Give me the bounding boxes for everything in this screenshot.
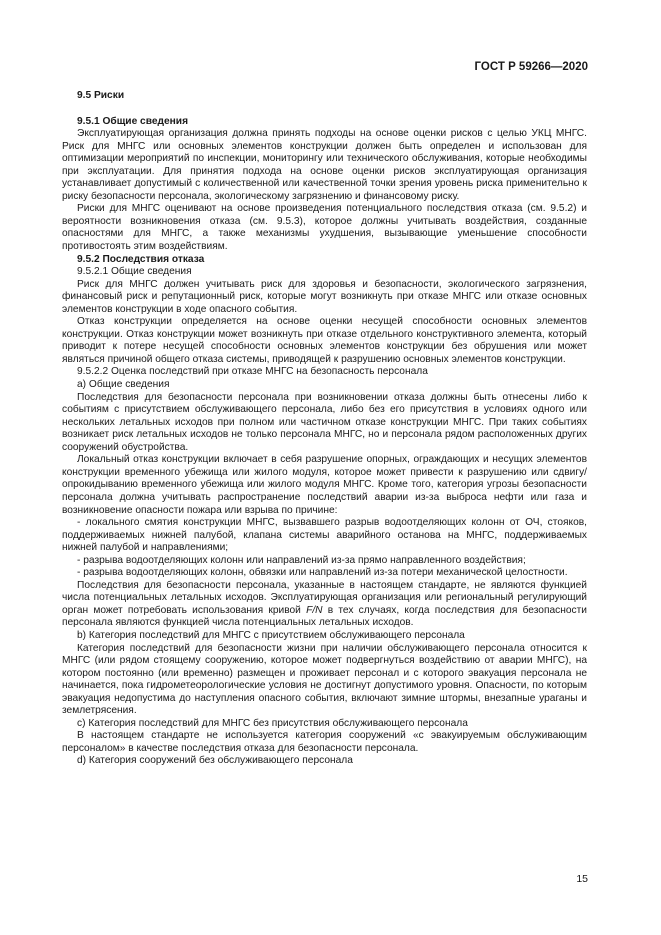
page-number: 15	[576, 873, 588, 885]
paragraph: Локальный отказ конструкции включает в себя разрушение опорных, ограждающих и несущих элементов конструкции временного убежища или жилого модуля, которое может привести к разрушению или сдвигу/опрокидыванию временного убежища или жилого модуля МНГС. Кроме того, категория угрозы безопасности персонала должна учитывать распространение последствий аварии из-за выброса нефти или газа и возникновение опасности пожара или взрыва по причине:	[62, 454, 587, 516]
list-heading-c: c) Категория последствий для МНГС без присутствия обслуживающего персонала	[77, 717, 468, 729]
subsection-heading-9-5-2-1: 9.5.2.1 Общие сведения	[77, 266, 192, 278]
paragraph: Риск для МНГС должен учитывать риск для здоровья и безопасности, экологического загрязнения, финансовый риск и репутационный риск, которые могут возникнуть при отказе МНГС или отказе основных элементов конструкции в ходе опасного события.	[62, 278, 587, 315]
list-heading-a: а) Общие сведения	[77, 379, 170, 391]
paragraph: Последствия для безопасности персонала при возникновении отказа должны быть отнесены либо к событиям с присутствием обслуживающего персонала, либо без его присутствия в условиях одного или нескольких летальных исходов при полном или частичном отказе конструкции МНГС. При таких событиях возникает риск летальных исходов не только персонала МНГС, но и персонала рядом расположенных других сооружений обустройства.	[62, 391, 587, 453]
paragraph: В настоящем стандарте не используется категория сооружений «с эвакуируемым обслуживающим персоналом» в качестве последствия отказа для безопасности персонала.	[62, 730, 587, 754]
bullet-item: - разрыва водоотделяющих колонн, обвязки или направлений из-за потери механической целостности.	[77, 567, 568, 579]
paragraph	[62, 580, 587, 630]
section-heading-9-5-2: 9.5.2 Последствия отказа	[77, 253, 205, 265]
page-content	[62, 90, 587, 768]
section-heading-9-5: 9.5 Риски	[77, 90, 125, 101]
paragraph: Эксплуатирующая организация должна принять подходы на основе оценки рисков с целью УКЦ МНГС. Риск для МНГС или основных элементов конструкции должен быть определен и использован для оптимизации мероприятий по инспекции, мониторингу или технического обслуживания, которые необходимы при эксплуатации. Для принятия подхода на основе оценки рисков эксплуатирующая организация устанавливает допустимый с количественной или качественной точки зрения уровень риска применительно к риску безопасности персонала, экологическому загрязнению и финансовому риску.	[62, 128, 587, 202]
bullet-item: - локального смятия конструкции МНГС, вызвавшего разрыв водоотделяющих колонн от ОЧ, стояков, поддерживаемых нижней палубой, клапана системы аварийного останова на МНГС, поддерживаемых нижней палубой и направлениями;	[62, 517, 587, 554]
paragraph-part: Последствия для безопасности персонала, указанные в настоящем стандарте, не являются функцией числа потенциальных летальных исходов. Эксплуатирующая организация или региональный регулирующий орган может потребовать использования кривой	[62, 579, 587, 616]
paragraph: Отказ конструкции определяется на основе оценки несущей способности основных элементов конструкции. Отказ конструкции может возникнуть при отказе отдельного конструктивного элемента, который приводит к потере несущей способности основных элементов конструкции без обрушения или может являться причиной общего отказа системы, приводящей к разрушению основных элементов конструкции.	[62, 316, 587, 365]
paragraph: Категория последствий для безопасности жизни при наличии обслуживающего персонала относится к МНГС (или рядом стоящему сооружению, которое может подвергнуться воздействию от аварии МНГС), на котором постоянно (или временно) размещен и проживает персонал и с которого эвакуация персонала не начинается, пока гидрометеорологические условия не достигнут допустимого уровня. Опасности, по которым эвакуация недопустима до наступления опасного события, включают зимние штормы, внезапные ураганы и землетрясения.	[62, 642, 587, 717]
subsection-heading-9-5-2-2: 9.5.2.2 Оценка последствий при отказе МНГС на безопасность персонала	[77, 366, 428, 378]
paragraph: Риски для МНГС оценивают на основе произведения потенциального последствия отказа (см. 9.5.2) и вероятности возникновения отказа (см. 9.5.3), которое должны учитывать воздействия, созданные опасностями для МНГС, а также механизмы ухудшения, вызывающие уменьшение способности противостоять этим воздействиям.	[62, 203, 587, 253]
section-heading-9-5-1: 9.5.1 Общие сведения	[77, 115, 189, 127]
bullet-item: - разрыва водоотделяющих колонн или направлений из-за прямо направленного воздействия;	[77, 554, 526, 566]
list-heading-b: b) Категория последствий для МНГС с присутствием обслуживающего персонала	[77, 629, 465, 641]
fn-curve-term: F/N	[306, 604, 323, 616]
standard-number: ГОСТ Р 59266—2020	[474, 61, 588, 73]
paragraph-part: в тех случаях, когда последствия для безопасности персонала являются функцией числа потенциальных летальных исходов.	[62, 604, 587, 629]
list-heading-d: d) Категория сооружений без обслуживающего персонала	[77, 755, 353, 767]
